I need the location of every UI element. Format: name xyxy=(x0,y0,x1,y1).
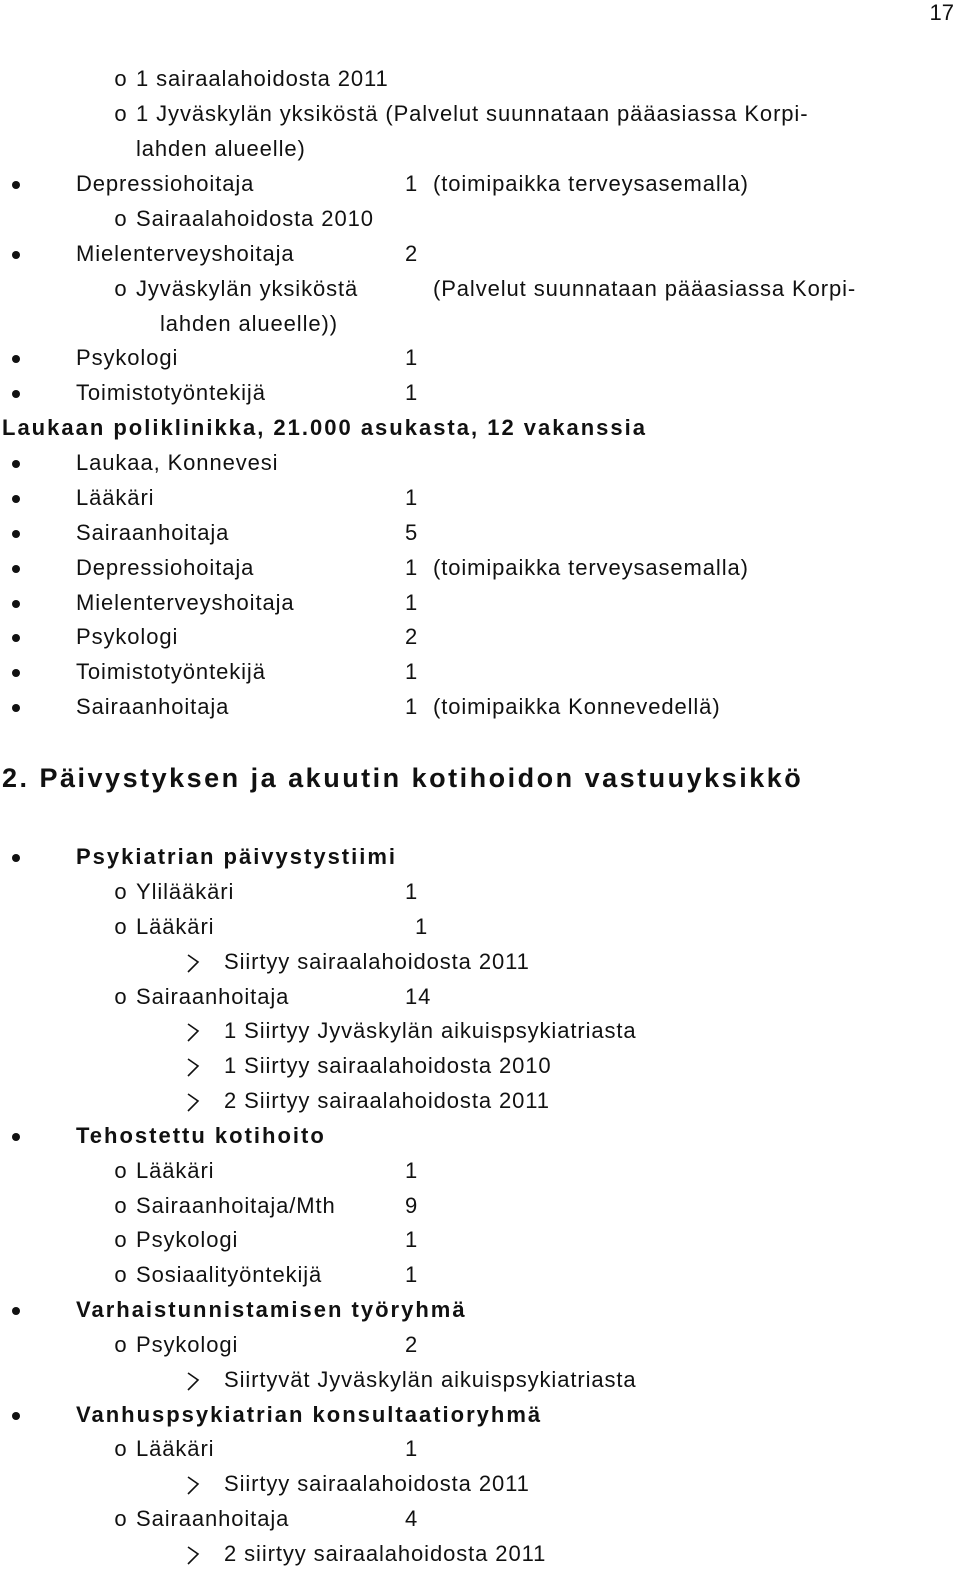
item-text: Sairaanhoitaja xyxy=(76,694,230,719)
circle-bullet: o xyxy=(114,984,128,1009)
item-text: 2 siirtyy sairaalahoidosta 2011 xyxy=(224,1541,547,1566)
item-text: Sairaanhoitaja xyxy=(136,984,290,1009)
item-text: lahden alueelle) xyxy=(136,136,306,161)
item-text: Sairaanhoitaja xyxy=(136,1506,290,1531)
item-text: 2 Siirtyy sairaalahoidosta 2011 xyxy=(224,1088,550,1113)
heading-text: Laukaan poliklinikka, 21.000 asukasta, 12 vakanssia xyxy=(2,415,647,440)
item-text: Lääkäri xyxy=(136,1436,215,1461)
item-text: Mielenterveyshoitaja xyxy=(76,590,295,615)
item-count: 1 xyxy=(405,485,419,510)
item-text: Siirtyy sairaalahoidosta 2011 xyxy=(224,949,530,974)
square-bullet-icon xyxy=(186,944,200,979)
square-bullet-icon xyxy=(186,1013,200,1048)
item-count: 2 xyxy=(405,1332,419,1357)
circle-bullet: o xyxy=(114,879,128,904)
item-count: 1 xyxy=(405,879,419,904)
item-count: 1 xyxy=(405,1262,419,1287)
circle-bullet: o xyxy=(114,66,128,91)
item-text: lahden alueelle)) xyxy=(160,311,338,336)
circle-bullet: o xyxy=(114,1262,128,1287)
item-text: Sairaanhoitaja xyxy=(76,520,230,545)
item-count: 1 xyxy=(415,914,429,939)
item-count: 1 xyxy=(405,345,419,370)
item-text: Depressiohoitaja xyxy=(76,171,255,196)
circle-bullet: o xyxy=(114,914,128,939)
square-bullet-icon xyxy=(186,1362,200,1397)
item-count: 5 xyxy=(405,520,419,545)
item-text: Sosiaalityöntekijä xyxy=(136,1262,323,1287)
item-text: Toimistotyöntekijä xyxy=(76,659,266,684)
circle-bullet: o xyxy=(114,1436,128,1461)
item-count: 2 xyxy=(405,241,419,266)
item-count: 1 xyxy=(405,555,419,580)
circle-bullet: o xyxy=(114,1506,128,1531)
circle-bullet: o xyxy=(114,1227,128,1252)
item-count: 1 xyxy=(405,171,419,196)
item-text: Jyväskylän yksiköstä xyxy=(136,276,359,301)
item-text: Psykiatrian päivystystiimi xyxy=(76,844,398,869)
square-bullet-icon xyxy=(186,1466,200,1501)
item-note: (Palvelut suunnataan pääasiassa Korpi- xyxy=(433,276,857,301)
square-bullet-icon xyxy=(186,1048,200,1083)
item-text: Varhaistunnistamisen työryhmä xyxy=(76,1297,467,1322)
item-text: Tehostettu kotihoito xyxy=(76,1123,326,1148)
item-text: 1 Jyväskylän yksiköstä (Palvelut suunnataan pääasiassa Korpi- xyxy=(136,101,809,126)
circle-bullet: o xyxy=(114,1158,128,1183)
item-text: Siirtyy sairaalahoidosta 2011 xyxy=(224,1471,530,1496)
circle-bullet: o xyxy=(114,1332,128,1357)
item-text: Lääkäri xyxy=(136,914,215,939)
item-text: Psykologi xyxy=(136,1227,239,1252)
item-count: 1 xyxy=(405,1436,419,1461)
item-note: (toimipaikka terveysasemalla) xyxy=(433,555,749,580)
item-text: Toimistotyöntekijä xyxy=(76,380,266,405)
item-text: Lääkäri xyxy=(76,485,155,510)
item-note: (toimipaikka Konnevedellä) xyxy=(433,694,721,719)
square-bullet-icon xyxy=(186,1536,200,1571)
item-count: 1 xyxy=(405,694,419,719)
item-text: Psykologi xyxy=(76,624,179,649)
circle-bullet: o xyxy=(114,101,128,126)
item-text: Mielenterveyshoitaja xyxy=(76,241,295,266)
item-text: Psykologi xyxy=(76,345,179,370)
item-count: 1 xyxy=(405,1227,419,1252)
square-bullet-icon xyxy=(186,1083,200,1118)
item-count: 1 xyxy=(405,659,419,684)
circle-bullet: o xyxy=(114,276,128,301)
item-count: 1 xyxy=(405,1158,419,1183)
item-count: 2 xyxy=(405,624,419,649)
item-count: 14 xyxy=(405,984,432,1009)
item-text: 1 Siirtyy Jyväskylän aikuispsykiatriasta xyxy=(224,1018,637,1043)
item-text: Psykologi xyxy=(136,1332,239,1357)
item-text: 1 sairaalahoidosta 2011 xyxy=(136,66,389,91)
item-count: 4 xyxy=(405,1506,419,1531)
item-note: (toimipaikka terveysasemalla) xyxy=(433,171,749,196)
item-text: Depressiohoitaja xyxy=(76,555,255,580)
item-text: Laukaa, Konnevesi xyxy=(76,450,279,475)
item-count: 1 xyxy=(405,380,419,405)
item-count: 1 xyxy=(405,590,419,615)
circle-bullet: o xyxy=(114,206,128,231)
item-text: Lääkäri xyxy=(136,1158,215,1183)
item-text: Sairaanhoitaja/Mth xyxy=(136,1193,336,1218)
heading-text: 2. Päivystyksen ja akuutin kotihoidon vastuuyksikkö xyxy=(2,763,804,793)
item-count: 9 xyxy=(405,1193,419,1218)
item-text: Sairaalahoidosta 2010 xyxy=(136,206,374,231)
item-text: Ylilääkäri xyxy=(136,879,235,904)
item-text: Vanhuspsykiatrian konsultaatioryhmä xyxy=(76,1402,543,1427)
circle-bullet: o xyxy=(114,1193,128,1218)
page-number: 17 xyxy=(929,0,954,25)
item-text: 1 Siirtyy sairaalahoidosta 2010 xyxy=(224,1053,552,1078)
item-text: Siirtyvät Jyväskylän aikuispsykiatriasta xyxy=(224,1367,637,1392)
